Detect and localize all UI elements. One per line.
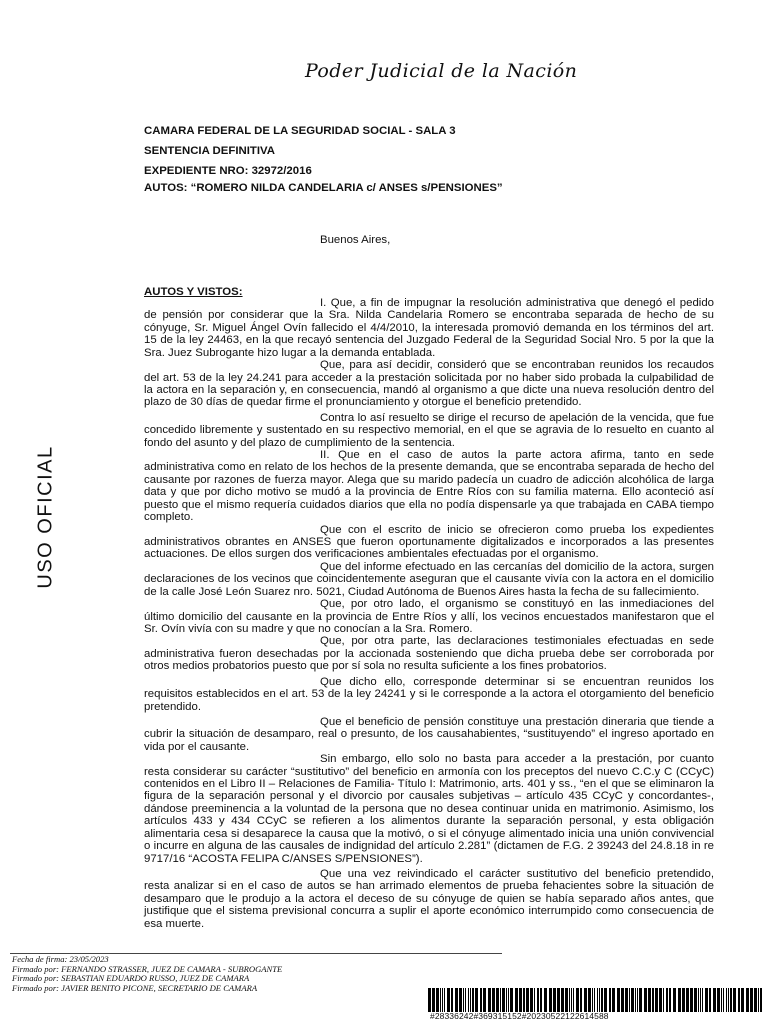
barcode-bar <box>573 988 574 1012</box>
barcode-bar <box>442 988 443 1012</box>
barcode-bar <box>502 988 505 1012</box>
barcode-bar <box>601 988 603 1012</box>
barcode-bar <box>713 988 716 1012</box>
barcode-bar <box>576 988 579 1012</box>
barcode-bar <box>592 988 593 1012</box>
barcode-bar <box>741 988 744 1012</box>
barcode-bar <box>686 988 689 1012</box>
signature-line: Firmado por: FERNANDO STRASSER, JUEZ DE CAMARA - SUBROGANTE <box>12 963 283 974</box>
paragraph: Que una vez reivindicado el carácter sustitutivo del beneficio pretendido, resta analizar si en el caso de autos se han arrimado elementos de prueba fehacientes sobre la situación de desamparo que le produjo a la actora el deceso de su cónyuge de quien se había separado años antes, que justifique que el sistema previsional concurra a suplir el aporte económico interrumpido como consecuencia de esa muerte. <box>144 867 714 930</box>
barcode-bar <box>488 988 491 1012</box>
barcode-bar <box>492 988 495 1012</box>
barcode-bar <box>723 988 724 1012</box>
barcode-bar <box>604 988 607 1012</box>
barcode-bar <box>571 988 572 1012</box>
barcode-bar <box>621 988 624 1012</box>
barcode-number: #28336242#369315152#20230522122614588 <box>430 1011 609 1021</box>
barcode-bar <box>694 988 697 1012</box>
barcode-bar <box>663 988 664 1012</box>
barcode-bar <box>721 988 722 1012</box>
barcode-bar <box>580 988 582 1012</box>
barcode-bar <box>470 988 471 1012</box>
barcode-bar <box>451 988 453 1012</box>
city-date-line: Buenos Aires, <box>320 234 391 246</box>
paragraph: Contra lo así resuelto se dirige el recurso de apelación de la vencida, que fue concedido libremente y sustentado en su respectivo memorial, en el que se agravia de lo resuelto en cuanto al fondo del asunto y del plazo de cumplimiento de la sentencia. <box>144 411 714 449</box>
barcode-bar <box>666 988 668 1012</box>
paragraph: Que, por otra parte, las declaraciones testimoniales efectuadas en sede administrativa fueron desechadas por la accionada sosteniendo que dicha prueba debe ser corroborada por otros medios probatorios puesto que por sí sola no resulta suficiente a los fines probatorios. <box>144 635 714 673</box>
barcode-bar <box>655 988 658 1012</box>
barcode-bar <box>475 988 478 1012</box>
barcode-bar <box>625 988 628 1012</box>
barcode-bar <box>609 988 611 1012</box>
barcode-bar <box>463 988 464 1012</box>
barcode-bar <box>673 988 676 1012</box>
barcode-bar <box>569 988 570 1012</box>
barcode-bar <box>459 988 462 1012</box>
barcode-bar <box>726 988 727 1012</box>
file-number: EXPEDIENTE NRO: 32972/2016 <box>144 165 312 177</box>
barcode-bar <box>659 988 662 1012</box>
barcode-bar <box>730 988 732 1012</box>
barcode-bar <box>472 988 474 1012</box>
barcode-bar <box>465 988 466 1012</box>
barcode-bar <box>760 988 762 1012</box>
barcode-bar <box>534 988 535 1012</box>
case-title: AUTOS: “ROMERO NILDA CANDELARIA c/ ANSES s/PENSIONES” <box>144 182 503 194</box>
barcode-bar <box>428 988 431 1012</box>
paragraph: I. Que, a fin de impugnar la resolución administrativa que denegó el pedido de pensión por considerar que la Sra. Nilda Candelaria Romero se encontraba separada de hecho de su cónyuge, Sr. Miguel Ángel Ovín fallecido el 4/4/2010, la interesada promovió demanda en los términos del art. 15 de la ley 24463, en la que recayó sentencia del Juzgado Federal de la Seguridad Social Nro. 5 por la que la Sra. Juez Subrogante hizo lugar a la demanda entablada. <box>144 297 714 359</box>
barcode-bar <box>705 988 708 1012</box>
barcode-bar <box>678 988 681 1012</box>
barcode-bar <box>702 988 703 1012</box>
barcode-bar <box>594 988 595 1012</box>
barcode-bar <box>432 988 435 1012</box>
barcode-bar <box>553 988 556 1012</box>
barcode-bar <box>631 988 634 1012</box>
paragraph: Sin embargo, ello solo no basta para acceder a la prestación, por cuanto resta considerar su carácter “sustitutivo” del beneficio en armonía con los preceptos del nuevo C.C.y C (CCyC) contenidos en el Libro II – Relaciones de Familia- Título I: Matrimonio, arts. 401 y ss., “en el que se eliminaron la figura de la separación personal y el divorcio por causales subjetivas – artículo 435 CCyC y concordantes-, dándose preeminencia a la voluntad de la persona que no desea continuar unida en matrimonio. Asimismo, los artículos 433 y 434 CCyC se refieren a los alimentos durante la separación personal, y esta obligación alimentaria cesa si desaparece la causa que la motivó, o si el cónyuge alimentado inicia una unión convivencial o incurre en alguna de las causales de indignidad del artículo 2.281” (dictamen de F.G. 2 39243 del 24.8.18 in re 9717/16 “ACOSTA FELIPA C/ANSES S/PENSIONES”). <box>144 753 714 865</box>
paragraph: Que dicho ello, corresponde determinar si se encuentran reunidos los requisitos establecidos en el art. 53 de la ley 24241 y si le corresponde a la actora el otorgamiento del beneficio pretendido. <box>144 675 714 713</box>
barcode-bar <box>508 988 509 1012</box>
barcode-bar <box>588 988 591 1012</box>
paragraph: Que, para así decidir, consideró que se encontraban reunidos los recaudos del art. 53 de la ley 24.241 para acceder a la prestación solicitada por no haber sido probada la culpabilidad de la actora en la separación y, en consecuencia, mandó al organismo a que dicte una nueva resolución dentro del plazo de 30 días de quedar firme el pronunciamiento y otorgue el beneficio pretendido. <box>144 359 714 409</box>
barcode-bar <box>717 988 720 1012</box>
barcode-bar <box>746 988 749 1012</box>
signature-line: Firmado por: JAVIER BENITO PICONE, SECRETARIO DE CAMARA <box>12 982 258 993</box>
paragraph: Que del informe efectuado en las cercanías del domicilio de la actora, surgen declaraciones de los vecinos que coincidentemente aseguran que el causante vivía con la actora en el domicilio de la calle José León Suarez nro. 5021, Ciudad Autónoma de Buenos Aires hasta la fecha de su fallecimiento. <box>144 560 714 598</box>
barcode-bar <box>519 988 522 1012</box>
paragraph: Que con el escrito de inicio se ofrecieron como prueba los expedientes administrativos obrantes en ANSES que fueron oportunamente digitalizados e incorporados a las presentes actuaciones. De ellos surgen dos verificaciones ambientales efectuadas por el organismo. <box>144 523 714 561</box>
barcode-bar <box>617 988 620 1012</box>
barcode-bar <box>436 988 439 1012</box>
barcode-bar <box>447 988 450 1012</box>
barcode-bar <box>629 988 630 1012</box>
barcode-bar <box>557 988 560 1012</box>
barcode-bar <box>599 988 600 1012</box>
barcode-bar <box>496 988 499 1012</box>
document-type: SENTENCIA DEFINITIVA <box>144 145 275 157</box>
stamp-text: USO OFICIAL <box>34 445 57 589</box>
barcode-bar <box>584 988 587 1012</box>
barcode-bar <box>750 988 753 1012</box>
barcode-bar <box>738 988 740 1012</box>
signature-block <box>12 955 282 993</box>
section-title: AUTOS Y VISTOS: <box>144 286 243 298</box>
barcode-bar <box>537 988 539 1012</box>
barcode-bar <box>565 988 568 1012</box>
barcode-bar <box>637 988 638 1012</box>
barcode-bar <box>549 988 552 1012</box>
barcode-bar <box>669 988 671 1012</box>
letterhead-title: Poder Judicial de la Nación <box>305 60 578 82</box>
uso-oficial-stamp <box>34 438 58 596</box>
barcode-bar <box>709 988 711 1012</box>
barcode-bar <box>635 988 636 1012</box>
barcode-bar <box>540 988 542 1012</box>
barcode-bar <box>515 988 518 1012</box>
barcode-bar <box>500 988 501 1012</box>
document-body <box>144 297 714 930</box>
barcode <box>428 988 762 1012</box>
paragraph: Que, por otro lado, el organismo se constituyó en las inmediaciones del último domicilio del causante en la provincia de Entre Ríos y allí, los vecinos encuestados manifestaron que el Sr. Ovín vivía con su madre y que no conocían a la Sra. Romero. <box>144 598 714 635</box>
barcode-bar <box>690 988 693 1012</box>
barcode-bar <box>523 988 525 1012</box>
court-name: CAMARA FEDERAL DE LA SEGURIDAD SOCIAL - SALA 3 <box>144 125 456 137</box>
barcode-bar <box>652 988 654 1012</box>
barcode-bar <box>480 988 482 1012</box>
barcode-bar <box>612 988 615 1012</box>
barcode-bar <box>754 988 757 1012</box>
barcode-bar <box>597 988 598 1012</box>
barcode-bar <box>440 988 441 1012</box>
barcode-bar <box>758 988 759 1012</box>
paragraph: II. Que en el caso de autos la parte actora afirma, tanto en sede administrativa como en relato de los hechos de la presente demanda, que se encontraba separada de hecho del causante por razones de fuerza mayor. Alega que su marido padecía un cuadro de adicción alcohólica de larga data y que por dicho motivo se mudó a la provincia de Entre Ríos con su familia materna. Ello aconteció así puesto que el mismo requería cuidados diarios que ella no podía dispensarle ya que trabajada en CABA tiempo completo. <box>144 449 714 524</box>
signature-line: Firmado por: SEBASTIAN EDUARDO RUSSO, JUEZ DE CAMARA <box>12 973 250 984</box>
barcode-bar <box>698 988 699 1012</box>
barcode-bar <box>444 988 445 1012</box>
signature-date: Fecha de firma: 23/05/2023 <box>12 954 109 964</box>
barcode-bar <box>639 988 642 1012</box>
barcode-bar <box>510 988 513 1012</box>
barcode-bar <box>682 988 685 1012</box>
barcode-bar <box>455 988 458 1012</box>
barcode-bar <box>468 988 469 1012</box>
barcode-bar <box>561 988 564 1012</box>
barcode-bar <box>728 988 729 1012</box>
barcode-bar <box>733 988 736 1012</box>
barcode-bar <box>483 988 486 1012</box>
paragraph: Que el beneficio de pensión constituye una prestación dineraria que tiende a cubrir la situación de desamparo, real o presunto, de los causahabientes, “sustituyendo” el ingreso aportado en vida por el causante. <box>144 715 714 753</box>
barcode-bar <box>506 988 507 1012</box>
barcode-bar <box>700 988 701 1012</box>
barcode-bar <box>648 988 651 1012</box>
barcode-bar <box>644 988 647 1012</box>
barcode-bar <box>526 988 529 1012</box>
barcode-bar <box>544 988 547 1012</box>
barcode-bar <box>530 988 533 1012</box>
